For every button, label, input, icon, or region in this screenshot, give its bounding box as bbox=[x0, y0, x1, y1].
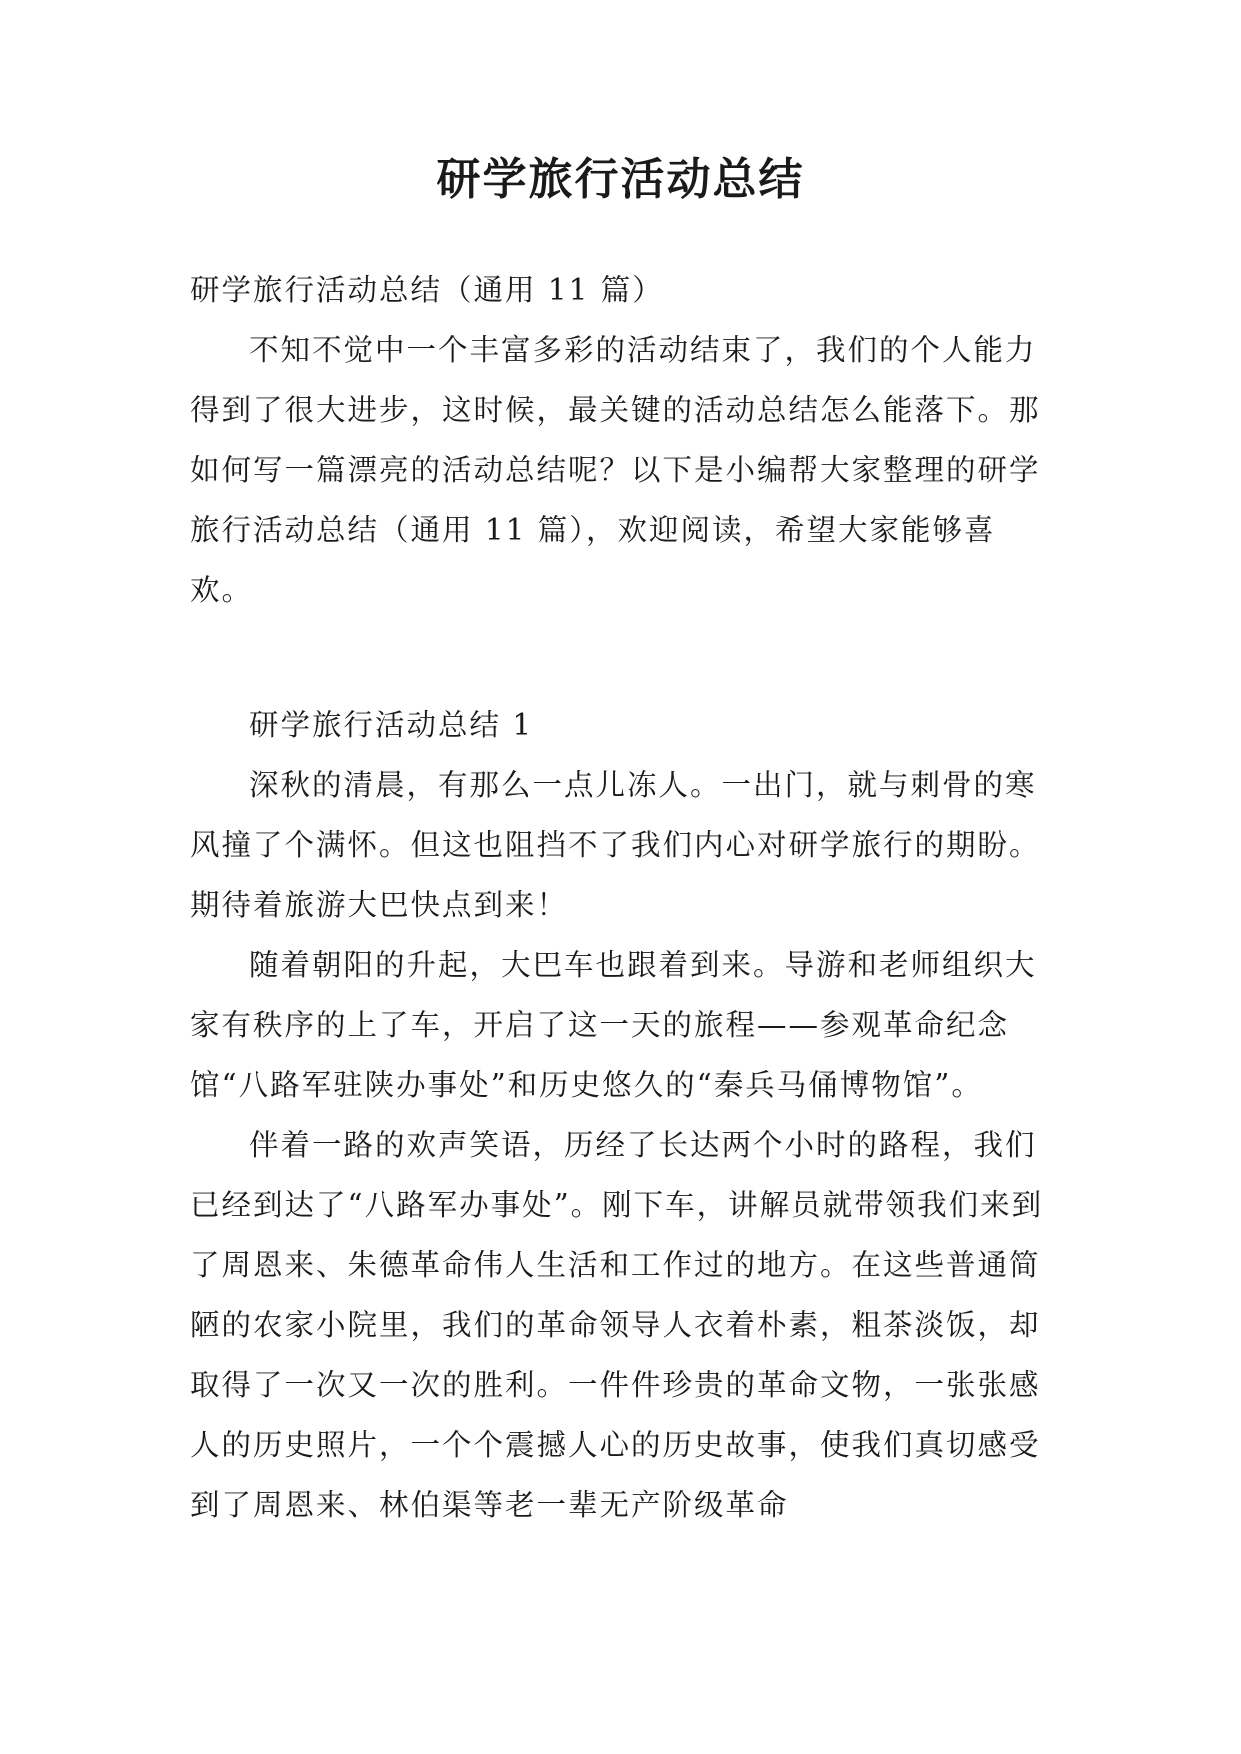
body-paragraph: 伴着一路的欢声笑语，历经了长达两个小时的路程，我们已经到达了“八路军办事处”。刚下车，讲解员就带领我们来到了周恩来、朱德革命伟人生活和工作过的地方。在这些普通简陋的农家小院里，我们的革命领导人衣着朴素，粗茶淡饭，却取得了一次又一次的胜利。一件件珍贵的革命文物，一张张感人的历史照片，一个个震撼人心的历史故事，使我们真切感受到了周恩来、林伯渠等老一辈无产阶级革命 bbox=[190, 1128, 1044, 1522]
document-title: 研学旅行活动总结 bbox=[436, 154, 805, 205]
intro-block bbox=[190, 260, 1050, 620]
section-1 bbox=[190, 695, 1050, 1535]
body-paragraph: 随着朝阳的升起，大巴车也跟着到来。导游和老师组织大家有秩序的上了车，开启了这一天的旅程——参观革命纪念馆“八路军驻陕办事处”和历史悠久的“秦兵马俑博物馆”。 bbox=[190, 948, 1037, 1102]
section-heading: 研学旅行活动总结 1 bbox=[249, 708, 534, 742]
document-subtitle: 研学旅行活动总结（通用 11 篇） bbox=[190, 273, 664, 307]
intro-paragraph: 不知不觉中一个丰富多彩的活动结束了，我们的个人能力得到了很大进步，这时候，最关键的活动总结怎么能落下。那如何写一篇漂亮的活动总结呢？以下是小编帮大家整理的研学旅行活动总结（通用 11 篇），欢迎阅读，希望大家能够喜欢。 bbox=[190, 333, 1041, 607]
body-paragraph: 深秋的清晨，有那么一点儿冻人。一出门，就与刺骨的寒风撞了个满怀。但这也阻挡不了我们内心对研学旅行的期盼。期待着旅游大巴快点到来！ bbox=[190, 768, 1041, 922]
